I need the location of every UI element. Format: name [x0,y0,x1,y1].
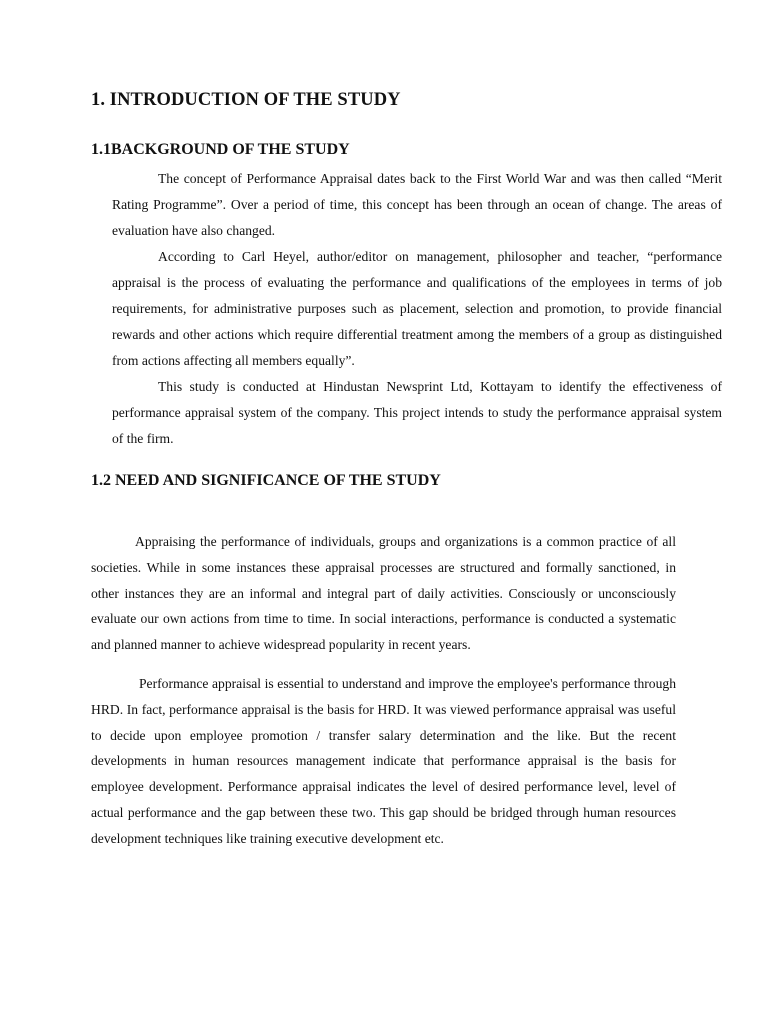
paragraph: This study is conducted at Hindustan Newsprint Ltd, Kottayam to identify the effectiveness of performance appraisal system of the company. This project intends to study the performance appraisal system of the firm. [112,379,722,446]
section-body-background [112,166,722,452]
section-heading-background: 1.1BACKGROUND OF THE STUDY [91,141,350,158]
page-title: 1. INTRODUCTION OF THE STUDY [91,90,401,110]
section-body-need-significance [91,529,676,852]
section-heading-need-significance: 1.2 NEED AND SIGNIFICANCE OF THE STUDY [91,472,441,489]
paragraph: The concept of Performance Appraisal dates back to the First World War and was then called “Merit Rating Programme”. Over a period of time, this concept has been through an ocean of change. The areas of evaluation have also changed. [112,171,722,238]
paragraph: According to Carl Heyel, author/editor on management, philosopher and teacher, “performance appraisal is the process of evaluating the performance and qualifications of the employees in terms of job requirements, for administrative purposes such as placement, selection and promotion, to provide financial rewards and other actions which require differential treatment among the members of a group as distinguished from actions affecting all members equally”. [112,249,722,368]
paragraph: Performance appraisal is essential to understand and improve the employee's performance through HRD. In fact, performance appraisal is the basis for HRD. It was viewed performance appraisal was useful to decide upon employee promotion / transfer salary determination and the like. But the recent developments in human resources management indicate that performance appraisal is the basis for employee development. Performance appraisal indicates the level of desired performance level, level of actual performance and the gap between these two. This gap should be bridged through human resources development techniques like training executive development etc. [91,675,676,846]
paragraph: Appraising the performance of individuals, groups and organizations is a common practice of all societies. While in some instances these appraisal processes are structured and formally sanctioned, in other instances they are an informal and integral part of daily activities. Consciously or unconsciously evaluate our own actions from time to time. In social interactions, performance is conducted a systematic and planned manner to achieve widespread popularity in recent years. [91,534,676,653]
